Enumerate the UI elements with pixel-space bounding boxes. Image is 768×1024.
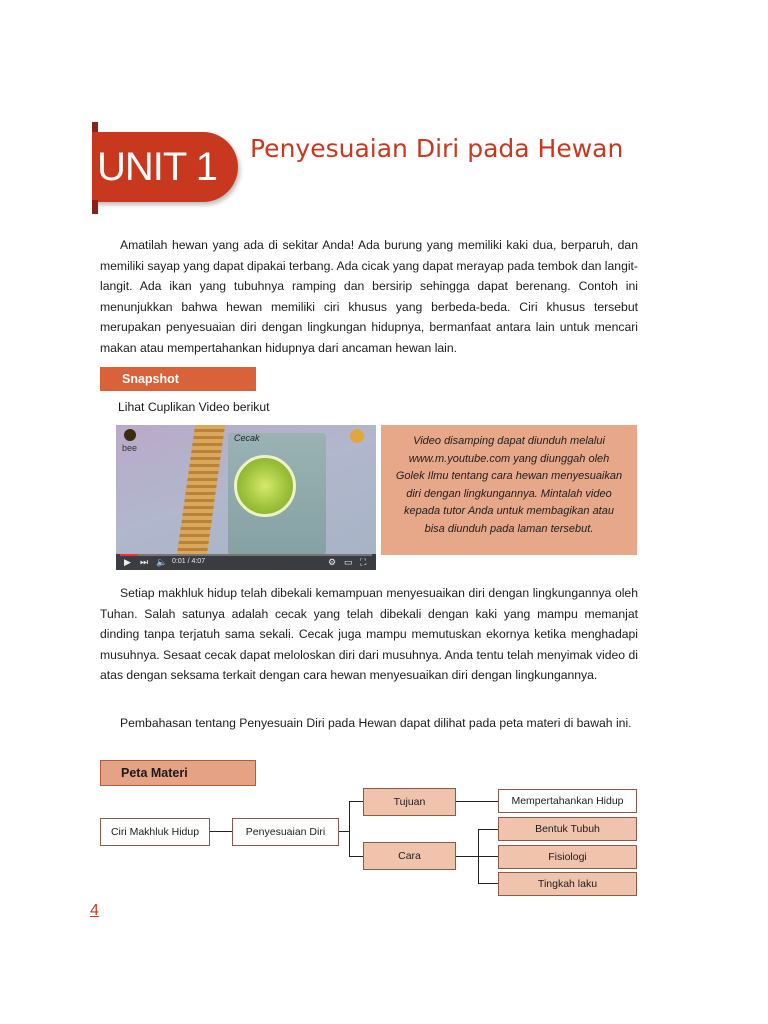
node-fisiologi: Fisiologi (498, 845, 637, 869)
connector-to-cara (349, 856, 363, 857)
node-cara: Cara (363, 842, 456, 870)
node-bentuk-tubuh: Bentuk Tubuh (498, 817, 637, 841)
node-ciri-makhluk-hidup: Ciri Makhluk Hidup (100, 818, 210, 846)
video-progress-fill (120, 554, 138, 556)
unit-label: UNIT 1 (97, 145, 217, 189)
snapshot-heading: Snapshot (100, 367, 256, 391)
gecko-tail (177, 425, 225, 555)
video-time: 0:01 / 4:07 (172, 558, 206, 565)
play-icon[interactable]: ▶ (124, 557, 131, 567)
node-penyesuaian-diri: Penyesuaian Diri (232, 818, 339, 846)
bee-logo-icon (124, 429, 136, 441)
connector-root-center (210, 831, 232, 832)
connector-to-bentuk (478, 829, 498, 830)
unit-banner (92, 122, 238, 208)
video-label: Cecak (234, 433, 260, 443)
map-intro-paragraph: Pembahasan tentang Penyesuain Diri pada Hewan dapat dilihat pada peta materi di bawah ini. (120, 716, 632, 730)
connector-tujuan-mempertahankan (456, 801, 498, 802)
connector-center-branch (339, 831, 349, 832)
fullscreen-icon[interactable]: ⛶ (360, 557, 367, 567)
connector-cara-branch (456, 856, 478, 857)
peta-materi-heading: Peta Materi (100, 760, 256, 786)
body-paragraph: Setiap makhluk hidup telah dibekali kemampuan menyesuaikan diri dengan lingkungannya oleh Tuhan. Salah satunya adalah cecak yang telah dibekali dengan kaki yang mampu memanjat dinding tanpa terjatuh sama sekali. Cecak juga mampu memutuskan ekornya ketika menghadapi musuhnya. Sesaat cecak dapat meloloskan diri dari musuhnya. Anda tentu telah menyimak video di atas dengan seksama terkait dengan cara hewan menyesuaikan diri dengan lingkungannya. (100, 586, 638, 683)
connector-to-tujuan (349, 801, 363, 802)
video-note: Video disamping dapat diunduh melalui www.m.youtube.com yang diunggah oleh Golek Ilmu tentang cara hewan menyesuaikan diri dengan lingkungannya. Mintalah video kepada tutor Anda untuk membagikan atau bisa diunduh pada laman tersebut. (381, 425, 637, 555)
next-icon[interactable]: ⏭ (140, 557, 149, 567)
page-number: 4 (90, 902, 99, 919)
banner-fold-bottom (92, 200, 98, 214)
video-player[interactable] (116, 425, 376, 570)
miniplayer-icon[interactable]: ▭ (344, 557, 353, 567)
channel-icon (350, 429, 364, 443)
gecko-foot-closeup (234, 455, 296, 517)
settings-icon[interactable]: ⚙ (328, 557, 337, 567)
node-tingkah-laku: Tingkah laku (498, 872, 637, 896)
unit-title: Penyesuaian Diri pada Hewan (250, 134, 624, 163)
connector-to-tingkah (478, 883, 498, 884)
intro-paragraph: Amatilah hewan yang ada di sekitar Anda! Ada burung yang memiliki kaki dua, berparuh, dan memiliki sayap yang dapat dipakai terbang. Ada cicak yang dapat merayap pada tembok dan langit-langit. Ada ikan yang tubuhnya ramping dan bersirip sehingga dapat berenang. Contoh ini menunjukkan bahwa hewan memiliki ciri khusus yang berbeda-beda. Ciri khusus tersebut merupakan penyesuaian diri dengan lingkungan hidupnya, bermanfaat antara lain untuk mencari makan atau mempertahankan hidupnya dari ancaman hewan lain. (100, 238, 638, 355)
connector-branch-vertical (349, 801, 350, 857)
connector-to-fisiologi (478, 856, 498, 857)
node-tujuan: Tujuan (363, 788, 456, 816)
node-mempertahankan-hidup: Mempertahankan Hidup (498, 789, 637, 813)
bee-logo-text: bee (122, 443, 138, 453)
video-controls[interactable] (116, 554, 376, 570)
volume-icon[interactable]: 🔈 (156, 557, 168, 567)
video-instruction: Lihat Cuplikan Video berikut (118, 400, 270, 414)
video-progress-bar[interactable] (120, 554, 372, 556)
